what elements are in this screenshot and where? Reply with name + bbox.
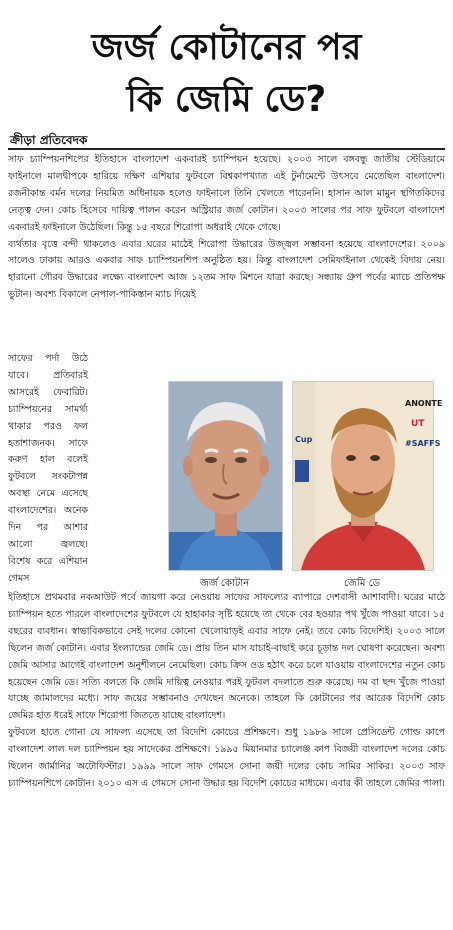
photo-george-kotan xyxy=(168,381,283,571)
byline: ক্রীড়া প্রতিবেদক xyxy=(10,133,88,147)
article-body-bottom xyxy=(8,576,445,793)
caption-jamie-day: জেমি ডে xyxy=(343,578,380,589)
paragraph-1: সাফ চ্যাম্পিয়নশিপের ইতিহাসে বাংলাদেশ একবারই চ্যাম্পিয়ন হয়েছে। ২০০৩ সালে বঙ্গবন্ধু জাতীয় স্টেডিয়ামে ফাইনালে মালদ্বীপকে হারিয়ে দক্ষিণ এশিয়ার ফুটবলে বিশ্বকাপখ্যাত এই টুর্নামেন্টে উৎসবে মেতেছিল বাংলাদেশ। রজনীকান্ত বর্মন দলের নিয়মিত অধিনায়ক হলেও ফাইনালে তিনি খেলতে পারেননি। হাসান আল মামুন স্থগিতকিদের নেতৃত্ব দেন। কোচ হিসেবে দায়িত্ব পালন করেন অস্ট্রিয়ার জর্জ কোটান। ২০০৩ সালের পর সাফ ফুটবলে বাংলাদেশ একবারই ফাইনালে উঠেছিল। কিন্তু ১৫ বছরে শিরোপা অধরাই থেকে গেছে। xyxy=(8,154,445,233)
paragraph-4: ফুটবলে হাতে গোনা যে সাফল্য এসেছে তা বিদেশি কোচের প্রশিক্ষণে। শুধু ১৯৮৯ সালে প্রেসিডেন্ট গোল্ড কাপে বাংলাদেশ লাল দল চ্যাম্পিয়ন হয় সাদেকের প্রশিক্ষণে। ১৯৯৫ মিয়ানমার চ্যালেঞ্জ কাপ বিজয়ী বাংলাদেশ দলের কোচ ছিলেন জার্মানির অটোফিস্টার। ১৯৯৯ সালে সাফ গেমসে সোনা জয়ী দলের কোচ সামির সাকির। ২০০৩ সাফ চ্যাম্পিয়নশিপে কোটান। ২০১০ এস এ গেমসে সোনা উদ্ধার হয় বিদেশি কোচের মাধ্যমে। এবার কী তাহলে জেমির পালা। xyxy=(8,727,445,789)
article-body-top xyxy=(8,152,445,304)
byline-divider xyxy=(8,148,445,150)
backdrop-sponsor-text-2: UT xyxy=(411,419,425,429)
photo-jamie-day xyxy=(292,381,443,571)
paragraph-3: ইতিহাসে প্রথমবার নকআউট পর্বে জায়গা করে নেওয়ায় সাফের সাফল্যের ব্যাপারে দেশবাসী আশাবাদী। ঘরের মাঠে চ্যাম্পিয়ন হতে পারলে বাংলাদেশের ফুটবলে যে হাহাকার সৃষ্টি হয়েছে তা থেকে বের হওয়ার পথ খুঁজে পাওয়া যাবে। ১৫ বছরের ব্যবধান। স্বাভাবিকভাবে সেই দলের কোনো খেলোয়াড়ই এবার সাফে নেই। তবে কোচ বিদেশিই। ২০০৩ সালে ছিলেন জর্জ কোটান। এবার ইংল্যান্ডের জেমি ডে। প্রায় তিন মাস যাচাই-বাছাই করে চূড়ান্ত দল ঘোষণা করেছেন। অবশ্য জেমি আসার আগেই বাংলাদেশ অনুশীলনে নেমেছিল। কোচ ক্রিস ওড হঠাৎ করে চলে যাওয়ায় বাংলাদেশের নতুন কোচ হয়েছেন জেমি ডে। সত্যি বলতে কি জেমি দায়িত্ব নেওয়ার পরই ফুটবল বদলাতে শুরু করেছে। দম বা ছন্দ খুঁজে পাওয়া যাচ্ছে জামালদের মধ্যে। সাফ জয়ের সম্ভাবনাও দেখছেন অনেকে। তাহলে কি কোটানের পর আরেক বিদেশি কোচ জেমির হাত ধরেই সাফে শিরোপা জিততে যাচ্ছে বাংলাদেশ। xyxy=(8,592,445,722)
backdrop-sponsor-text: ANONTE xyxy=(405,399,443,408)
portrait-jamie-day xyxy=(293,382,443,570)
caption-george-kotan: জর্জ কোটান xyxy=(199,578,250,589)
headline-line-2: কি জেমি ডে? xyxy=(126,79,327,120)
paragraph-2: ব্যর্থতার বৃত্তে বন্দী থাকলেও এবার ঘরের মাঠেই শিরোপা উদ্ধারের উজ্জ্বল সম্ভাবনা হয়েছে বাংলাদেশের। ২০০৯ সালেও ঢাকায় আরও একবার সাফ চ্যাম্পিয়নশিপ অনুষ্ঠিত হয়। কিন্তু বাংলাদেশ সেমিফাইনাল থেকেই বিদায় নেয়। হারানো গৌরব উদ্ধারের লক্ষ্যে বাংলাদেশ আজ ১২তম সাফ মিশনে যাত্রা করছে। সন্ধ্যায় গ্রুপ পর্বের ম্যাচে প্রতিপক্ষ ভুটান। অবশ্য বিকালে নেপাল-পাকিস্তান ম্যাচ দিয়েই xyxy=(8,238,445,301)
headline-line-1: জর্জ কোটানের পর xyxy=(91,27,362,68)
headline xyxy=(0,22,453,126)
portrait-george-kotan xyxy=(169,382,282,570)
backdrop-cup-text: Cup xyxy=(295,435,313,444)
narrow-column-text: সাফের পর্দা উঠে যাবে। প্রতিবারই আসরেই ফেবারিট। চ্যাম্পিয়নের সামর্থ্য থাকার পরও ফল হতাশাজনক। সাফে করুণ হাল বলেই ফুটবলে সংকটাপন্ন অবস্থা নেমে এসেছে বাংলাদেশের। অনেক দিন পর আশার আলো জ্বলছে। বিশেষ করে এশিয়ান গেমস xyxy=(8,353,88,584)
backdrop-hashtag-text: #SAFFS xyxy=(405,439,441,448)
